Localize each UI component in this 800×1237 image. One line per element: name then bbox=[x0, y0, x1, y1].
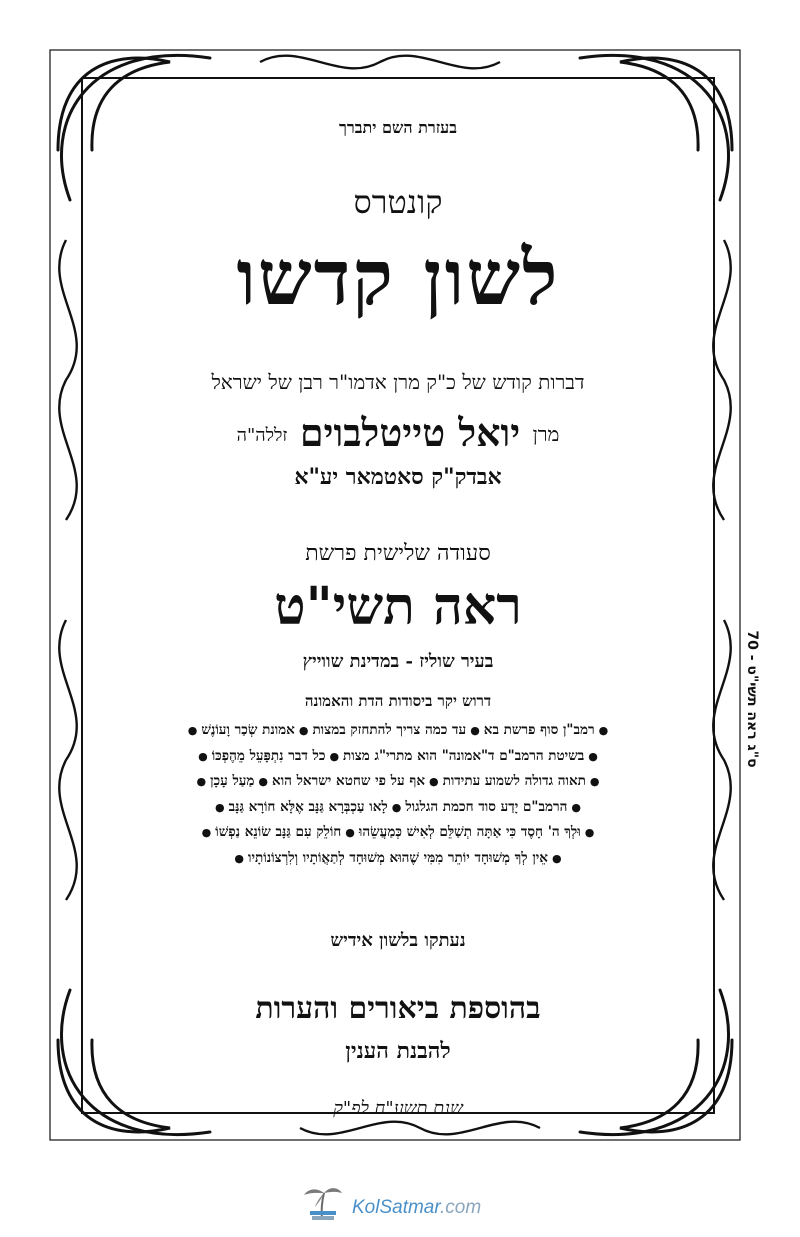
bullet-icon: ● bbox=[391, 800, 402, 814]
bullet-icon: ● bbox=[571, 800, 581, 814]
parsha-title: ראה תשי"ט bbox=[274, 576, 522, 637]
side-label: ס"ג ראה תשי"ט - 70 bbox=[744, 630, 760, 768]
av-line: אבדק"ק סאטמאר יע"א bbox=[294, 464, 502, 490]
bullet-icon: ● bbox=[470, 724, 480, 737]
bullet-icon: ● bbox=[196, 775, 207, 788]
bullet-icon: ● bbox=[258, 775, 269, 788]
rebbe-suffix: זללה"ה bbox=[236, 425, 288, 446]
bullet-icon: ● bbox=[329, 749, 340, 763]
topic-item: הרמב"ם יָדַע סוד חכמת הגלגול bbox=[405, 798, 568, 815]
bullet-icon: ● bbox=[551, 851, 562, 865]
topic-line bbox=[104, 718, 692, 744]
bullet-icon: ● bbox=[589, 775, 600, 788]
drush-line: דרוש יקר ביסודות הדת והאמונה bbox=[304, 692, 492, 710]
dibros-line: דברות קודש של כ"ק מרן אדמו"ר רבן של ישראל bbox=[211, 370, 585, 394]
rebbe-name: יואל טייטלבוים bbox=[299, 410, 521, 455]
topic-item: חוֹלֵק עִם גַּנָּב שׂוֹנֵא נַפְשׁוֹ bbox=[215, 824, 342, 840]
bullet-icon: ● bbox=[298, 724, 309, 737]
topic-item: בשיטת הרמב"ם ד"אמונה" הוא מתרי"ג מצות bbox=[343, 747, 585, 764]
bullet-icon: ● bbox=[598, 724, 609, 737]
topic-line bbox=[104, 744, 692, 770]
seuda-line: סעודה שלישית פרשת bbox=[305, 541, 491, 566]
bullet-icon: ● bbox=[187, 724, 198, 737]
topics-list bbox=[104, 718, 692, 871]
topic-item: אֵין לְךָ מְשׁוּחָד יוֹתֵר מִמִּי שֶׁהוּא מְשׁוּחָד לְתַאֲוֹתָיו וְלִרְצוֹנוֹתָיו bbox=[248, 849, 548, 866]
bullet-icon: ● bbox=[234, 851, 245, 865]
topic-item: לָאו עַכְבְּרָא גַּנָּב אֶלָּא חוֹרָא גַּנָּב bbox=[228, 798, 388, 815]
topic-line bbox=[104, 846, 692, 872]
site-name: KolSatmar bbox=[352, 1197, 440, 1218]
palm-tree-books-icon bbox=[300, 1183, 344, 1223]
year-line: שנת תשע"ח לפ"ק bbox=[333, 1098, 463, 1119]
rebbe-line bbox=[112, 410, 684, 456]
yiddish-line: נעתקו בלשון אידיש bbox=[330, 930, 466, 951]
topic-item: תאוה גדולה לשמוע עתידות bbox=[442, 773, 586, 789]
topic-item: אמונת שְׂכַר וָעוֹנֶשׁ bbox=[201, 722, 295, 738]
help-line: בעזרת השם יתברך bbox=[339, 118, 457, 137]
topic-item: רמב"ן סוף פרשת בא bbox=[483, 722, 595, 738]
havanah-line: להבנת הענין bbox=[345, 1038, 451, 1064]
site-tld: .com bbox=[440, 1197, 482, 1218]
kuntres-label: קונטרס bbox=[353, 183, 443, 221]
topic-line bbox=[104, 795, 692, 821]
biurim-line: בהוספת ביאורים והערות bbox=[255, 991, 541, 1026]
bullet-icon: ● bbox=[198, 749, 208, 763]
topic-line bbox=[104, 820, 692, 846]
bullet-icon: ● bbox=[429, 775, 439, 788]
bullet-icon: ● bbox=[588, 749, 598, 763]
topic-item: וּלְךָ ה' חָסֶד כִּי אַתָּה תְשַׁלֵּם לְאִישׁ כְּמַעֲשֵׂהוּ bbox=[358, 824, 581, 840]
topic-item: עד כמה צריך להתחזק במצות bbox=[312, 722, 467, 738]
main-title: לשון קדשו bbox=[236, 233, 560, 322]
topic-line bbox=[104, 769, 692, 795]
place-line: בעיר שוליז - במדינת שווייץ bbox=[302, 651, 494, 672]
topic-item: אף על פי שחטא ישראל הוא bbox=[272, 773, 426, 789]
site-link[interactable] bbox=[352, 1197, 481, 1219]
site-footer[interactable] bbox=[300, 1183, 520, 1223]
topic-item: כל דבר נִתְפָּעֵל מֵהֶפְכּוֹ bbox=[211, 747, 326, 764]
bullet-icon: ● bbox=[215, 800, 225, 814]
bullet-icon: ● bbox=[345, 826, 355, 839]
rebbe-prefix: מרן bbox=[532, 422, 560, 446]
bullet-icon: ● bbox=[201, 826, 212, 839]
topic-item: מַעַל עָכָן bbox=[210, 773, 255, 789]
bullet-icon: ● bbox=[584, 826, 595, 839]
